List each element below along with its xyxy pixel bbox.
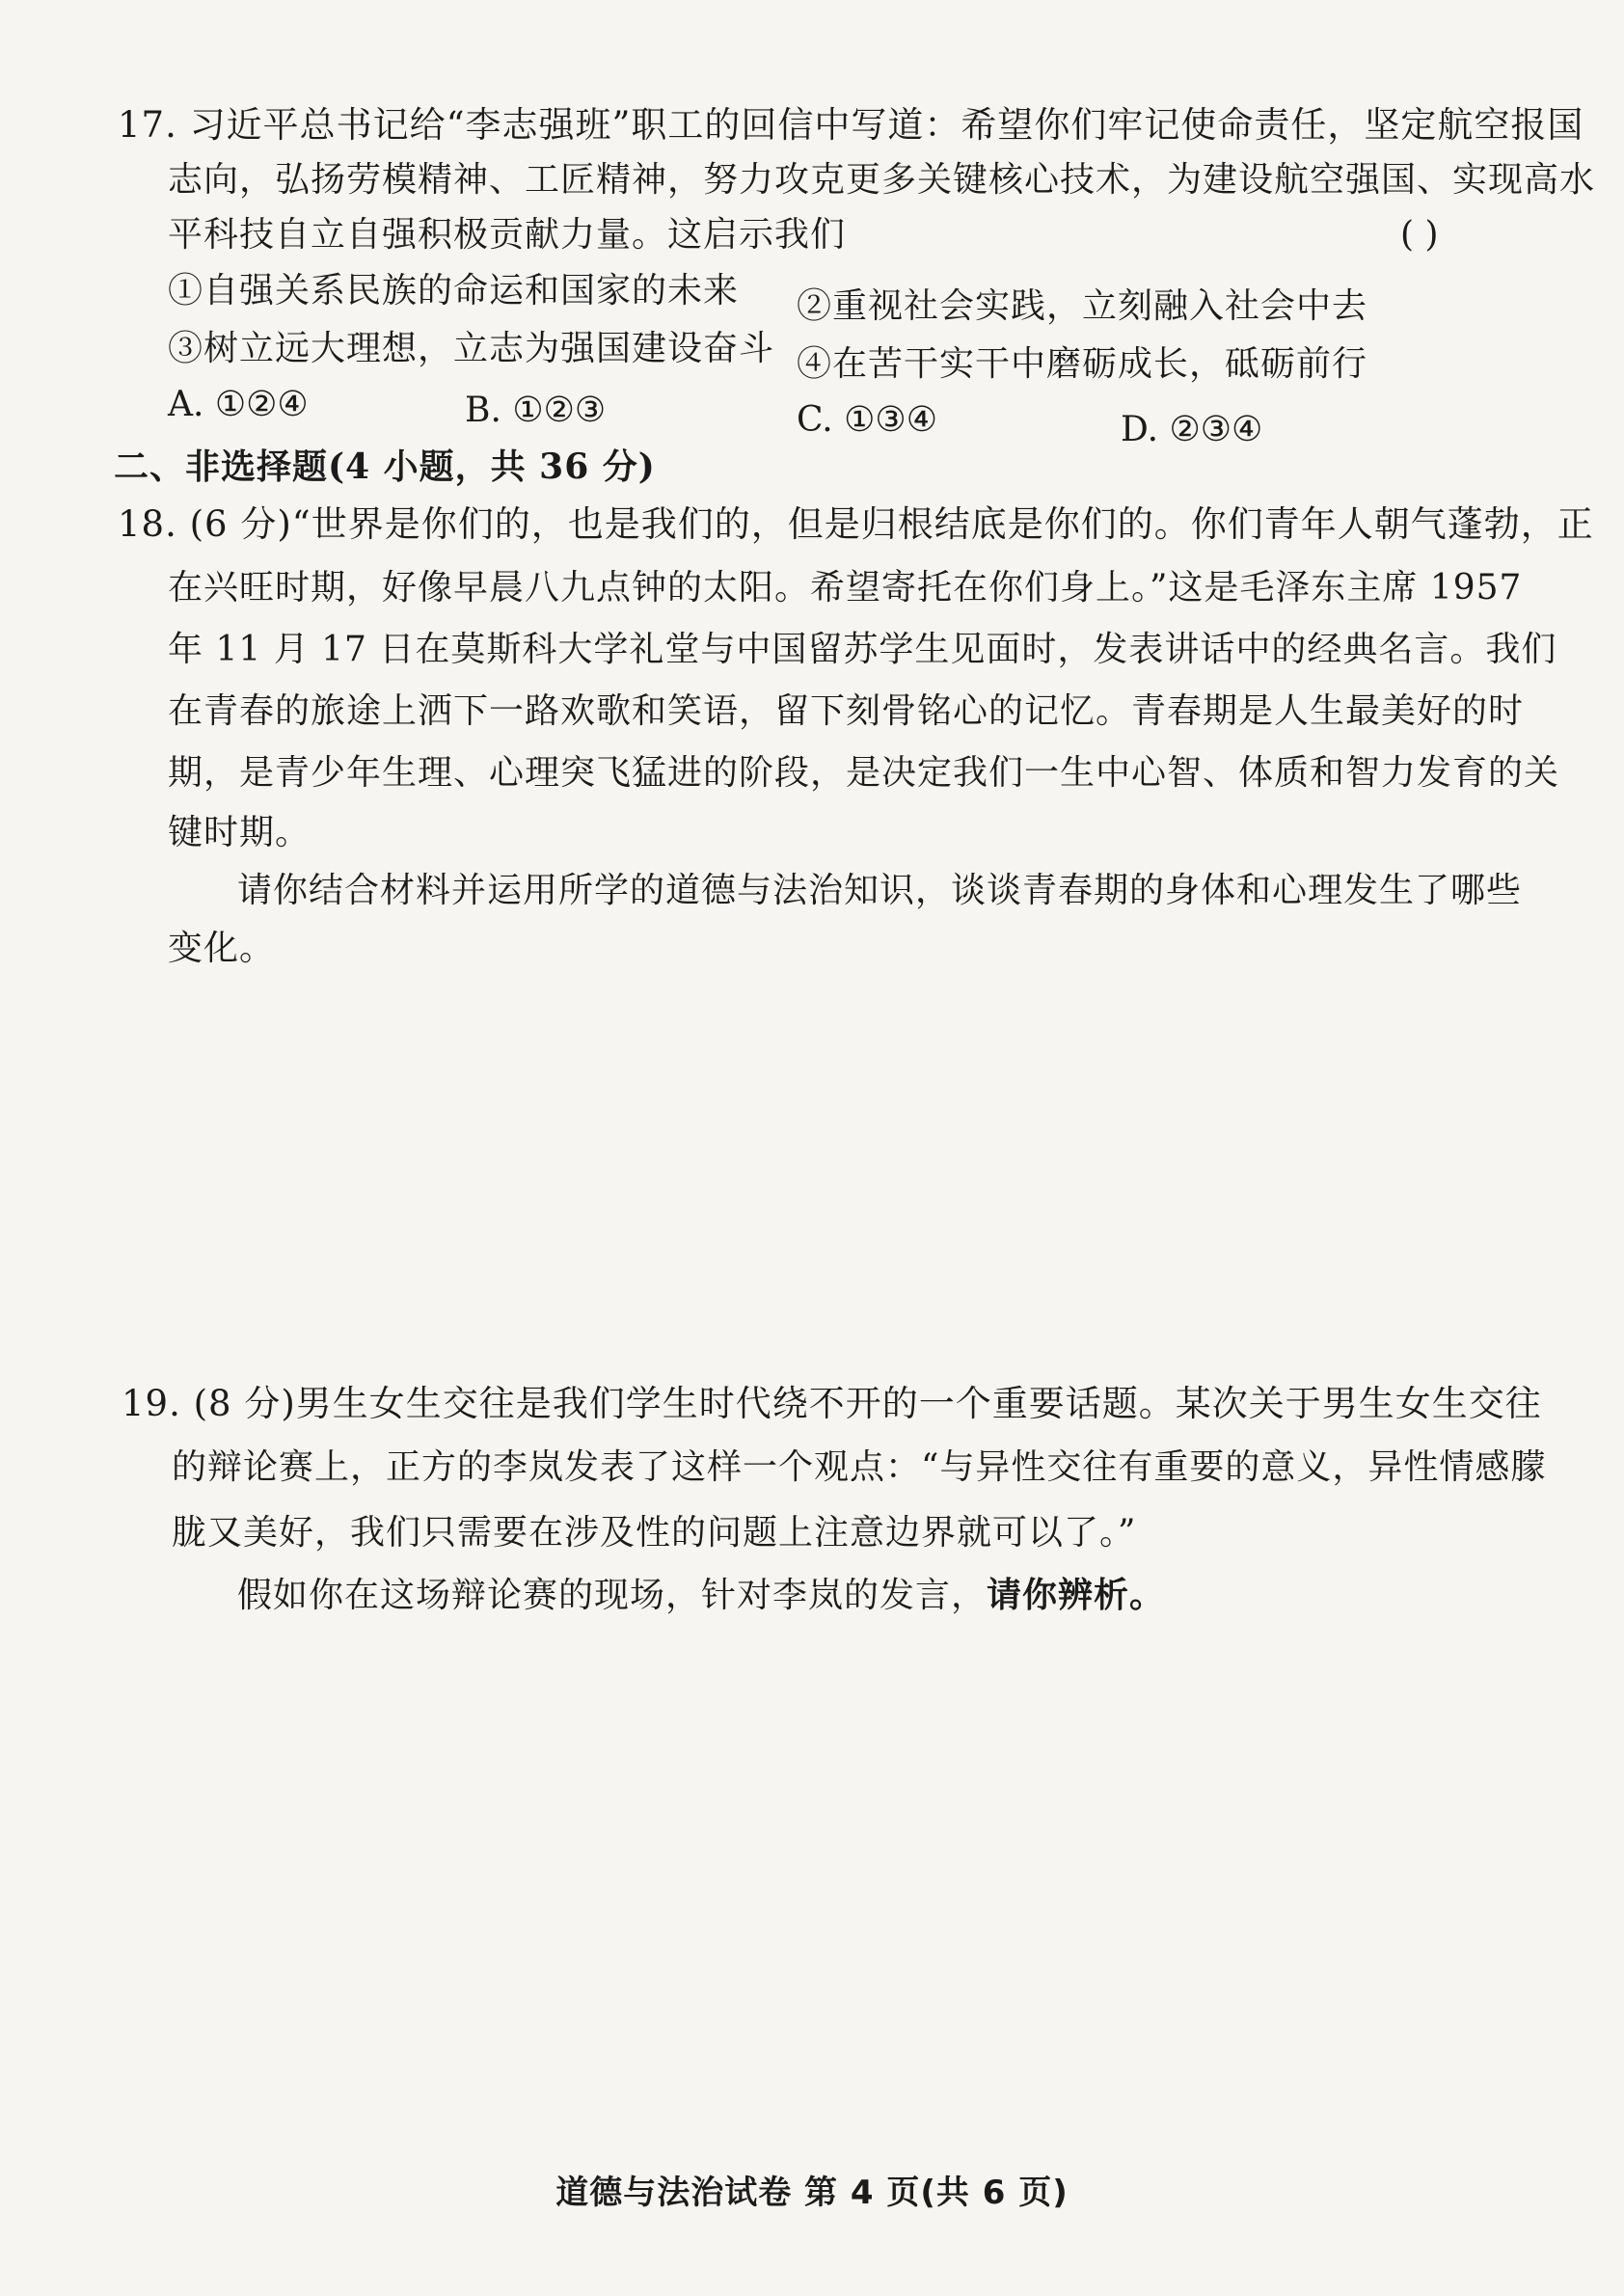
q18-prompt-line-2: 变化。 <box>168 929 276 968</box>
q17-item-3: ③树立远大理想，立志为强国建设奋斗 <box>168 329 775 368</box>
q18-prompt-line-1: 请你结合材料并运用所学的道德与法治知识，谈谈青春期的身体和心理发生了哪些 <box>237 871 1523 910</box>
q19-prompt <box>237 1574 1165 1617</box>
q17-line-2: 志向，弘扬劳模精神、工匠精神，努力攻克更多关键核心技术，为建设航空强国、实现高水 <box>168 160 1596 200</box>
q17-item-4: ④在苦干实干中磨砺成长，砥砺前行 <box>797 344 1368 384</box>
q17-option-a: A. ①②④ <box>168 385 309 424</box>
q19-prompt-text: 假如你在这场辩论赛的现场，针对李岚的发言， <box>237 1576 988 1615</box>
q18-line-3: 年 11 月 17 日在莫斯科大学礼堂与中国留苏学生见面时，发表讲话中的经典名言。我们 <box>168 630 1557 669</box>
q17-option-c: C. ①③④ <box>797 400 937 440</box>
q19-line-3: 胧又美好，我们只需要在涉及性的问题上注意边界就可以了。” <box>172 1513 1137 1553</box>
q19-line-1: 19. (8 分)男生女生交往是我们学生时代绕不开的一个重要话题。某次关于男生女生交往 <box>122 1383 1542 1424</box>
q17-option-d: D. ②③④ <box>1121 410 1263 449</box>
q18-line-1: 18. (6 分)“世界是你们的，也是我们的，但是归根结底是你们的。你们青年人朝气蓬勃，正 <box>118 503 1594 545</box>
q17-item-1: ①自强关系民族的命运和国家的未来 <box>168 271 740 311</box>
q18-line-4: 在青春的旅途上洒下一路欢歌和笑语，留下刻骨铭心的记忆。青春期是人生最美好的时 <box>168 691 1525 731</box>
q19-line-2: 的辩论赛上，正方的李岚发表了这样一个观点：“与异性交往有重要的意义，异性情感朦 <box>172 1447 1547 1487</box>
q17-line-1: 17. 习近平总书记给“李志强班”职工的回信中写道：希望你们牢记使命责任，坚定航空报国 <box>118 104 1584 146</box>
q17-line-3: 平科技自立自强积极贡献力量。这启示我们 <box>168 215 847 255</box>
q17-option-b: B. ①②③ <box>465 391 607 430</box>
q17-answer-paren: ( ) <box>1400 215 1439 255</box>
q18-line-6: 键时期。 <box>168 813 311 852</box>
page-footer: 道德与法治试卷 第 4 页(共 6 页) <box>555 2174 1069 2212</box>
q18-line-5: 期，是青少年生理、心理突飞猛进的阶段，是决定我们一生中心智、体质和智力发育的关 <box>168 753 1560 793</box>
q19-prompt-emphasis: 请你辨析。 <box>987 1575 1166 1615</box>
section-2-title: 二、非选择题(4 小题，共 36 分) <box>114 446 656 487</box>
q18-line-2: 在兴旺时期，好像早晨八九点钟的太阳。希望寄托在你们身上。”这是毛泽东主席 1957 <box>168 568 1523 608</box>
q17-item-2: ②重视社会实践，立刻融入社会中去 <box>797 286 1368 326</box>
